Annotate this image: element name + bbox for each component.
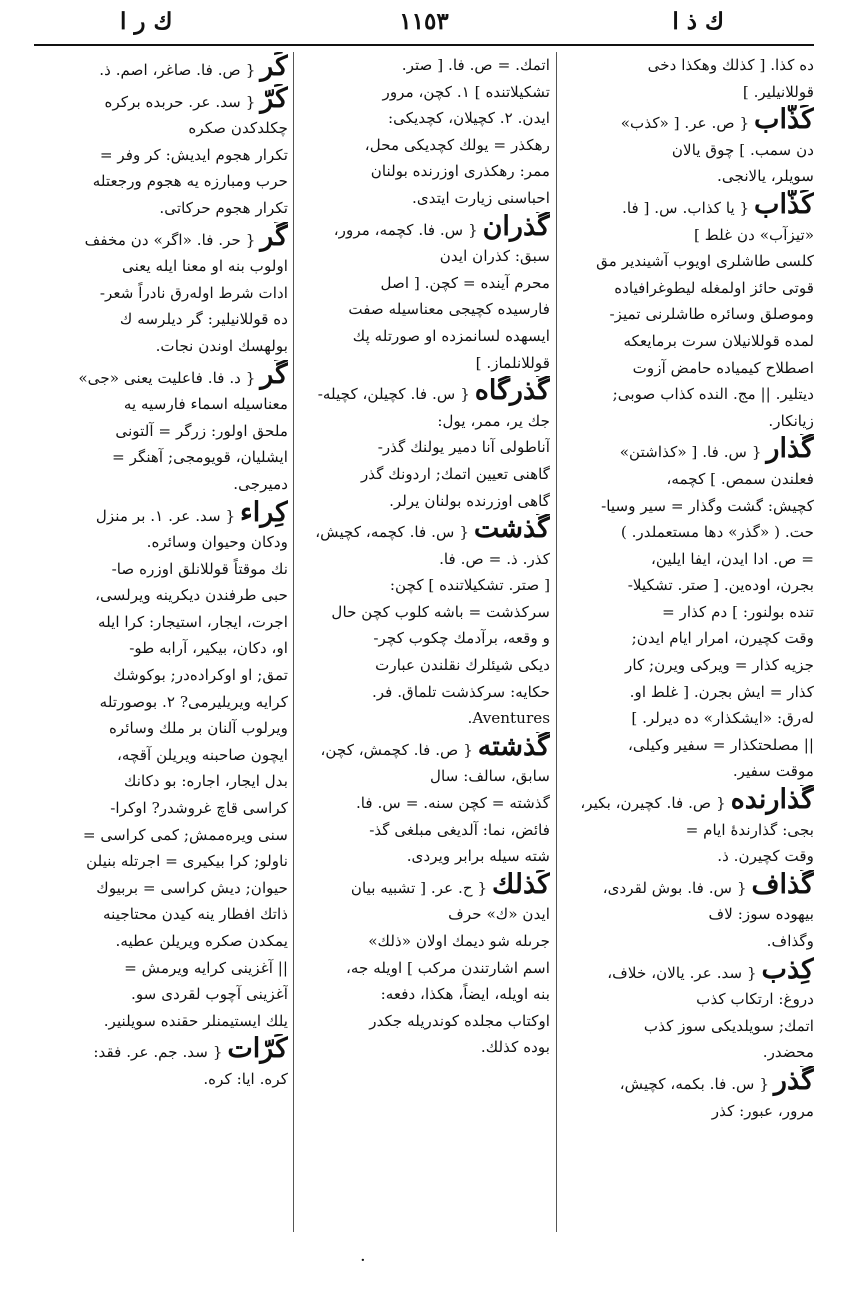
entry-line: ايدن. ٢. كچيلان، كچديكى: [387,109,550,128]
entry-line: دن سمب. ] چوق يالان [671,140,814,159]
header-rule [34,44,814,46]
entry-line: كلسى طاشلرى اويوب آشيندير مق [596,252,814,271]
entry-line: وموصلق وسائره طاشلرنى تميز- [609,305,814,324]
entry-line: محضدر. [762,1043,814,1062]
entry-line: بوده كذلك. [480,1038,550,1057]
entry-line: محرم آينده = كچن. [ اصل [380,273,550,292]
entry-line: سركذشت = باشه كلوب كچن حال [331,602,550,621]
entry-line: ديتلير. || مج. النده كذاب صوبى; [612,385,814,404]
entry-line: يلك ايستيمنلر حقنده سويلنير. [103,1011,288,1030]
dictionary-entry [561,785,814,870]
entry-line [36,222,288,254]
footer-dot: · [360,1250,366,1271]
entry-line: ايدن «ك» حرف [448,905,550,924]
entry-line: بجى: گذارندهٔ ايام = [685,820,814,839]
entry-line: فائض، نما: آلديغى مبلغى گذ- [369,820,550,839]
entry-line: كذار = ايش بجرن. [ غلط او. [629,682,814,701]
entry-line: ده قوللانيلير: گر ديلرسه ك [119,310,288,329]
headword: كَرّات [227,1034,288,1065]
entry-line: ملحق اولور: زرگر = آلتونى [115,421,288,440]
entry-line: كره. ايا: كره. [203,1069,288,1088]
entry-line [561,955,814,987]
headword: گُذشت [473,514,550,545]
dictionary-entry [36,1034,288,1092]
entry-line: قوللانلماز. ] [475,353,550,372]
headword: كَرّ [260,83,288,114]
entry-line: ودكان وحيوان وسائره. [146,533,288,552]
entry-line: شته سيله برابر ويردى. [406,847,550,866]
entry-text: { س. فا. بوش لقردى، [602,878,752,897]
entry-line: بيهوده سوز: لاف [708,905,814,924]
dictionary-entry [561,870,814,955]
entry-line: و وقعه، برآدمك چكوب كچر- [373,629,550,648]
entry-line [561,1066,814,1098]
headword: گُذارنده [730,785,814,816]
entry-line: مرور، عبور: كذر [711,1101,814,1120]
entry-line: كذر. ذ. = ص. فا. [439,549,550,568]
entry-line: قوتى حائز اولمغله ليطوغرافياده [614,278,814,297]
entry-line: چكلدكدن صكره [188,119,288,138]
entry-text: { س. فا. كچمه، كچيش، [315,523,474,542]
entry-line: حكايه: سركذشت تلماق. فر. [371,682,550,701]
entry-line: بدل ايجار، اجاره: بو دكانك [123,772,288,791]
entry-line: قوللانيلير. ] [742,82,814,101]
entry-line: ده كذا. [ كذلك وهكذا دخى [647,56,814,74]
entry-line: ايسهده لسانمزده او صورتله پك [352,326,550,345]
dictionary-entry [298,514,550,732]
headword: گُذار [766,434,814,465]
headword: گُذرگاه [474,376,550,407]
entry-line: حرب ومبارزه يه هجوم ورجعتله [92,172,288,191]
entry-line: حت. ( «گذر» دها مستعملدر. ) [620,523,814,542]
entry-line: ادات شرط اولەرق نادراً شعر- [99,283,288,302]
entry-text: { يا كذاب. س. [ فا. [622,198,755,217]
entry-line: گاهى اوزرنده بولنان يرلر. [389,491,550,510]
entry-line: جك ير، ممر، يول: [437,411,550,430]
entry-line [36,498,288,530]
entry-text: { ص. عر. [ «كذب» [620,114,755,133]
entry-text: { س. فا. كچيلن، كچيله- [317,385,475,404]
column-right [561,52,814,1232]
entry-line: جرىله شو ديمك اولان «ذلك» [368,932,550,950]
dictionary-entry [36,360,288,498]
entry-text: { ص. فا. صاغر، اصم. ذ. [99,61,261,79]
headword: گُذشته [477,731,550,762]
entry-line: احباسنى زيارت ايتدى. [412,188,550,207]
headword: كَذلك [491,869,550,900]
entry-line: فارسيده كچيجى معناسيله صفت [348,300,550,319]
entry-line: اجرت، ايجار، استيجار: كرا ايله [97,612,288,631]
entry-line: بجرن، اودەين. [ صتر. تشكيلا- [627,576,814,595]
entry-line: سنى ويرەممش; كمى كراسى = [82,825,288,844]
header-right-guideword: ك ذ ا [672,8,724,35]
entry-text: { د. فا. فاعليت يعنى «جى» [78,368,261,387]
entry-line: تكرار هجوم حركاتى. [159,198,288,217]
dictionary-entry [36,84,288,222]
entry-line: وقت كچيرن، امرار ايام ايدن; [631,629,814,648]
entry-line: دميرجى. [233,474,288,493]
dictionary-entry [561,955,814,1066]
dictionary-entry [36,498,288,1035]
entry-line: ايشليان، قويومجى; آهنگر = [112,448,288,467]
dictionary-entry [298,52,550,212]
headword: كِراء [240,497,288,528]
entry-line: وقت كچيرن. ذ. [717,847,814,866]
entry-line [298,514,550,546]
entry-line: ذاتك افطار ينه كيدن محتاجينه [103,905,288,924]
entry-line: بولهسك اوندن نجات. [155,336,288,355]
entry-text: { سد. عر. يالان، خلاف، [607,963,762,982]
dictionary-entry [36,222,288,360]
entry-line [561,434,814,466]
entry-line: ممر: رهكذرى اوزرنده بولنان [370,162,550,181]
dictionary-entry [298,732,550,870]
entry-line: سابق، سالف: سال [429,767,550,786]
entry-line: رهكذر = يولك كچديكى محل، [364,135,550,154]
dictionary-entry [561,105,814,190]
headword: كِذب [761,954,814,985]
entry-line [36,1034,288,1066]
entry-line: گاهنى تعيين اتمك; اردونك گذر [360,464,550,483]
entry-text: { سد. عر. ١. بر منزل [95,506,241,525]
entry-line: زيانكار. [768,411,814,430]
entry-line: كراسى قاچ غروشدر? اوكرا- [110,799,288,818]
entry-line: سبق: كذران ايدن [439,247,550,266]
headword: كَذّاب [754,105,814,136]
page-number: ١١٥٣ [399,8,449,35]
column-middle [298,52,550,1232]
entry-line: اسم اشارتندن مركب ] اويله جه، [345,958,550,977]
entry-line [561,870,814,902]
entry-line: ويرلوب آلنان بر ملك وسائره [108,719,288,738]
entry-line: || مصلحتكذار = سفير وكيلى، [627,735,814,754]
entry-line: كرايه ويريليرمى? ٢. بوصورتله [99,692,288,711]
dictionary-entry [561,190,814,434]
entry-line: كچيش: گشت وگذار = سير وسيا- [601,496,814,515]
entry-line: لەرق: «ايشكذار» ده ديرلر. ] [631,709,814,728]
entry-line: يمكدن صكره ويريلن عطيه. [115,932,288,950]
entry-line: ايچون صاحبنه ويريلن آقچه، [116,745,288,764]
dictionary-entry [561,1066,814,1124]
headword: گُذر [773,1065,814,1096]
entry-line [561,190,814,222]
headword: گُذران [482,211,550,242]
entry-line: ناولو; كرا بيكيرى = اجرتله بنيلن [86,852,288,871]
entry-line: موقت سفير. [732,762,814,781]
entry-line: اولوب بنه او معنا ايله يعنى [121,257,288,276]
entry-line: اتمك; سويلديكى سوز كذب [643,1016,814,1035]
entry-line: آناطولى آنا دمير يولنك گذر- [377,438,550,457]
entry-text: { ص. فا. كچمش، كچن، [320,740,478,759]
headword: كَر [260,52,288,82]
entry-line: تنده بولنور: ] دم كذار = [661,602,814,621]
entry-text: { ص. فا. كچيرن، بكير، [580,794,731,813]
entry-line [561,785,814,817]
headword: گُذاف [751,869,814,900]
entry-text: { س. فا. بكمه، كچيش، [619,1074,774,1093]
entry-line [298,212,550,244]
entry-line: سويلر، يالانجى. [717,167,814,186]
entry-text: { سد. عر. حربده بركره [104,92,261,111]
entry-line [298,376,550,408]
entry-line [36,84,288,116]
column-left [36,52,288,1232]
entry-line: || آغزينى كرايه ويرمش = [124,958,288,977]
column-divider-left [293,52,294,1232]
entry-line: تمق; او اوكرادەدر; بوكوشك [113,666,288,685]
entry-line [561,105,814,137]
entry-line: تكرار هجوم ايديش: كر وفر = [99,145,288,164]
entry-line: لمده قوللانيلان سرت برمايعكه [623,331,814,350]
entry-text: { س. فا. كچمه، مرور، [333,220,483,239]
dictionary-entry [298,376,550,514]
headword: گَر [260,221,288,252]
entry-line: فعلندن سمص. ] كچمه، [666,469,814,488]
dictionary-entry [36,52,288,84]
entry-line [36,360,288,392]
entry-text: { س. فا. [ «كذاشتن» [619,443,767,462]
entry-line: = ص. ادا ايدن، ايفا ايلين، [650,549,814,568]
entry-line: او، دكان، بيكير، آرابه طو- [129,639,288,658]
entry-line: معناسيله اسماء فارسيه يه [123,395,288,414]
entry-text: { سد. جم. عر. فقد: [93,1043,228,1062]
entry-line: آغزينى آچوب لقردى سو. [131,985,288,1004]
entry-text: { حر. فا. «اگر» دن مخفف [84,230,261,249]
entry-line: تشكيلاتنده ] ١. كچن، مرور [382,82,550,101]
headword: گَر [260,359,288,390]
dictionary-entry [298,870,550,1061]
entry-text: { ح. عر. [ تشبيه بيان [350,878,492,897]
entry-line: گذشته = كچن سنه. = س. فا. [355,794,550,813]
entry-line: ديكى شيئلرك نقلندن عبارت [375,656,550,675]
entry-line: نك موقتاً قوللانلق اوزره صا- [111,559,288,578]
entry-line: جزيه كذار = ويركى ويرن; كار [625,656,814,675]
entry-line: اتمك. = ص. فا. [ صتر. [401,56,550,74]
page-header [36,0,812,44]
entry-line: «تيزآب» دن غلط ] [693,225,814,244]
entry-line: بنه اويله، ايضاً، هكذا، دفعه: [380,985,550,1004]
dictionary-entry [298,212,550,377]
entry-line: دروغ: ارتكاب كذب [696,990,814,1009]
entry-line [36,52,288,84]
entry-line: حيوان; ديش كراسى = بربيوك [96,878,288,897]
entry-line: حبى طرفندن ديكرينه ويرلسى، [95,586,288,605]
headword: كَذّاب [754,189,814,220]
entry-line [298,732,550,764]
dictionary-entry [561,434,814,785]
entry-line: وگذاف. [766,932,814,950]
header-left-guideword: ك ر ا [120,8,173,35]
entry-line: [ صتر. تشكيلاتنده ] كچن: [389,576,550,595]
entry-line [298,870,550,902]
entry-line: اصطلاح كيمياده حامض آزوت [632,358,814,377]
entry-line: اوكتاب مجلده كوندريله جكدر [369,1011,550,1030]
dictionary-entry [561,52,814,105]
column-divider-right [556,52,557,1232]
entry-line: Aventures. [467,709,550,728]
